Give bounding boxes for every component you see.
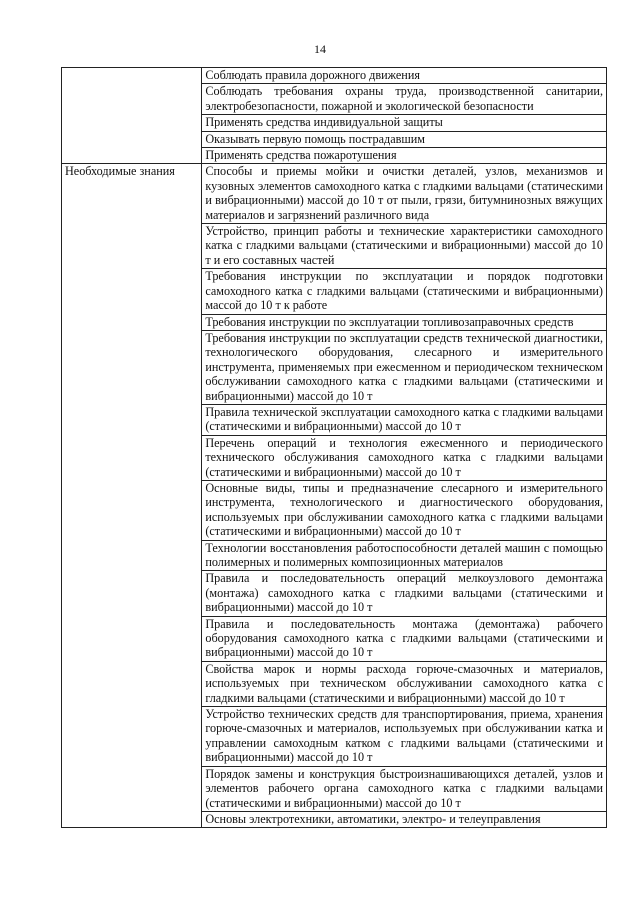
page-number: 14 (314, 42, 326, 56)
requirements-table (61, 67, 607, 828)
knowledge-item: Правила и последовательность операций мелкоузлового демонтажа (монтажа) самоходного катка с гладкими вальцами (статическими и вибрационными) массой до 10 т (202, 571, 607, 616)
knowledge-item: Технологии восстановления работоспособности деталей машин с помощью полимерных и полимерных композиционных материалов (202, 540, 607, 571)
skill-item: Оказывать первую помощь пострадавшим (202, 131, 607, 147)
knowledge-item: Правила и последовательность монтажа (демонтажа) рабочего оборудования самоходного катка с гладкими вальцами (статическими и вибрационными) массой до 10 т (202, 616, 607, 661)
knowledge-item: Требования инструкции по эксплуатации средств технической диагностики, технологического оборудования, слесарного и измерительного инструмента, применяемых при ежесменном и периодическом техническом обслуживании самоходного катка с гладкими вальцами (статическими и вибрационными) массой до 10 т (202, 330, 607, 404)
knowledge-item: Порядок замены и конструкция быстроизнашивающихся деталей, узлов и элементов рабочего органа самоходного катка с гладкими вальцами (статическими и вибрационными) массой до 10 т (202, 766, 607, 811)
skill-item: Соблюдать правила дорожного движения (202, 68, 607, 84)
knowledge-label: Необходимые знания (62, 164, 202, 828)
knowledge-item: Свойства марок и нормы расхода горюче-смазочных и материалов, используемых при техническом обслуживании самоходного катка с гладкими вальцами (статическими и вибрационными) массой до 10 т (202, 661, 607, 706)
skill-item: Соблюдать требования охраны труда, производственной санитарии, электробезопасности, пожарной и экологической безопасности (202, 84, 607, 115)
knowledge-item: Устройство технических средств для транспортирования, приема, хранения горюче-смазочных и материалов, используемых при обслуживании катка и управлении самоходным катком с гладкими вальцами (статическими и вибрационными) массой до 10 т (202, 707, 607, 767)
table-row (62, 164, 607, 224)
knowledge-item: Требования инструкции по эксплуатации и порядок подготовки самоходного катка с гладкими вальцами (статическими и вибрационными) массой до 10 т к работе (202, 269, 607, 314)
knowledge-item: Перечень операций и технология ежесменного и периодического технического обслуживания самоходного катка с гладкими вальцами (статическими и вибрационными) массой до 10 т (202, 435, 607, 480)
knowledge-item: Требования инструкции по эксплуатации топливозаправочных средств (202, 314, 607, 330)
skill-item: Применять средства индивидуальной защиты (202, 115, 607, 131)
skills-label-cell (62, 68, 202, 164)
knowledge-item: Устройство, принцип работы и технические характеристики самоходного катка с гладкими вальцами (статическими и вибрационными) массой до 10 т и его составных частей (202, 224, 607, 269)
table-row (62, 68, 607, 84)
knowledge-item: Основы электротехники, автоматики, электро- и телеуправления (202, 811, 607, 827)
skill-item: Применять средства пожаротушения (202, 148, 607, 164)
knowledge-item: Способы и приемы мойки и очистки деталей, узлов, механизмов и кузовных элементов самоходного катка с гладкими вальцами (статическими и вибрационными) массой до 10 т от пыли, грязи, битумнинозных вяжущих материалов и загрязнений различного вида (202, 164, 607, 224)
knowledge-item: Правила технической эксплуатации самоходного катка с гладкими вальцами (статическими и вибрационными) массой до 10 т (202, 404, 607, 435)
knowledge-item: Основные виды, типы и предназначение слесарного и измерительного инструмента, технологического и диагностического оборудования, используемых при обслуживании самоходного катка с гладкими вальцами (статическими и вибрационными) массой до 10 т (202, 480, 607, 540)
